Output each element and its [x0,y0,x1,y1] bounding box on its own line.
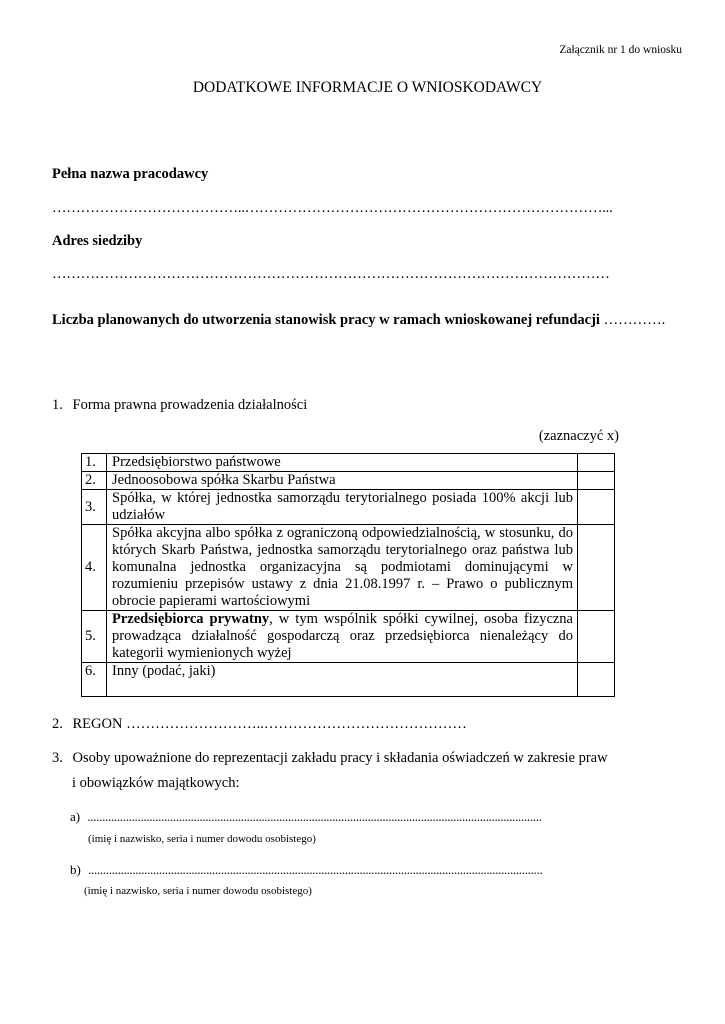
row-number: 2. [82,472,107,490]
address-label: Adres siedziby [52,233,143,249]
section2-number: 2. [52,716,63,732]
row-number: 6. [82,663,107,697]
mark-checkbox[interactable] [578,472,615,490]
section1-number: 1. [52,397,63,413]
table-row [82,525,615,611]
employer-name-field[interactable]: …………………………………..…………………………………………………………………... [52,200,613,216]
positions-field[interactable]: …………. [603,312,666,328]
regon-label: REGON [72,716,123,732]
representative-b [70,862,542,878]
regon-field[interactable]: ………………………..…………………………………… [126,716,467,732]
mark-checkbox[interactable] [578,525,615,611]
row-text: Spółka, w której jednostka samorządu terytorialnego posiada 100% akcji lub udziałów [107,490,578,525]
row-text: Inny (podać, jaki) [107,663,578,697]
mark-checkbox[interactable] [578,454,615,472]
row-number: 4. [82,525,107,611]
row-text: Jednoosobowa spółka Skarbu Państwa [107,472,578,490]
table-row [82,454,615,472]
row-text-bold: Przedsiębiorca prywatny [112,611,270,627]
row-number: 3. [82,490,107,525]
table-row [82,490,615,525]
table-row [82,663,615,697]
representative-b-field[interactable]: .......................................................................................................................................................... [88,862,543,877]
section3-line1: Osoby upoważnione do reprezentacji zakładu pracy i składania oświadczeń w zakresie praw [72,750,608,766]
mark-checkbox[interactable] [578,490,615,525]
legal-form-table [81,453,615,697]
representative-a [70,809,542,825]
positions-label: Liczba planowanych do utworzenia stanowisk pracy w ramach wnioskowanej refundacji [52,312,600,328]
section1-heading [52,397,307,414]
representative-a-field[interactable]: .......................................................................................................................................................... [87,809,542,824]
section3-line2: i obowiązków majątkowych: [72,775,240,791]
mark-checkbox[interactable] [578,611,615,663]
mark-checkbox[interactable] [578,663,615,697]
representative-b-caption: (imię i nazwisko, seria i numer dowodu osobistego) [84,885,312,897]
row-number: 5. [82,611,107,663]
representative-a-label: a) [70,809,81,824]
table-row [82,472,615,490]
section1-label: Forma prawna prowadzenia działalności [72,397,308,413]
representative-a-caption: (imię i nazwisko, seria i numer dowodu osobistego) [88,833,316,845]
row-text: Spółka akcyjna albo spółka z ograniczoną odpowiedzialnością, w stosunku, do których Skarb Państwa, jednostka samorządu terytorialnego oraz państwa lub komunalna jednostka organizacyjna są podmiotami dominującymi w rozumieniu przepisów ustawy z dnia 21.08.1997 r. – Prawo o publicznym obrocie papierami wartościowymi [107,525,578,611]
document-title: DODATKOWE INFORMACJE O WNIOSKODAWCY [192,79,543,96]
row-text-rest: , w tym wspólnik spółki cywilnej, osoba fizyczna prowadząca działalność gospodarczą oraz przedsiębiorca nienależący do kategorii wymienionych wyżej [112,611,573,661]
section2-line [52,716,467,733]
employer-name-label: Pełna nazwa pracodawcy [52,166,209,182]
table-row [82,611,615,663]
section3-heading [52,750,608,767]
row-text [107,611,578,663]
row-number: 1. [82,454,107,472]
representative-b-label: b) [70,862,81,877]
mark-hint: (zaznaczyć x) [538,428,619,444]
positions-line [52,312,665,329]
section3-number: 3. [52,750,63,766]
row-text: Przedsiębiorstwo państwowe [107,454,578,472]
attachment-note: Załącznik nr 1 do wniosku [559,44,682,56]
address-field[interactable]: ……………………………………………………………………………………………………… [52,266,610,282]
